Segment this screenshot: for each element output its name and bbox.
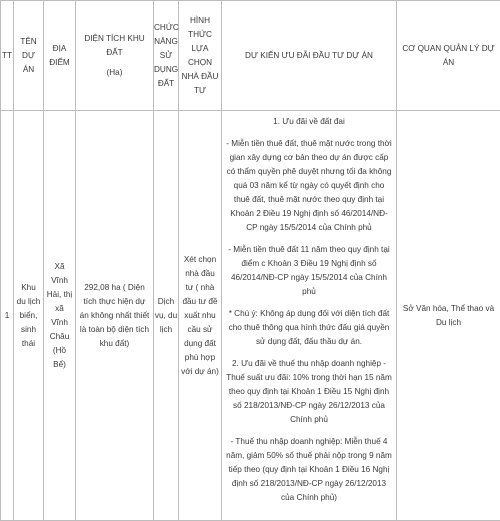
header-location: ĐỊA ĐIỂM <box>44 1 76 111</box>
row-area: 292,08 ha ( Diện tích thực hiện dự án không nhất thiết là toàn bộ diện tích khu đất) <box>76 111 154 521</box>
incentive-paragraph: * Chú ý: Không áp dụng đối với diện tích đất cho thuê thông qua hình thức đấu giá quyền sử dụng đất, đấu thầu dự án. <box>225 307 393 349</box>
incentive-paragraph: 2. Ưu đãi về thuế thu nhập doanh nghiệp - Thuế suất ưu đãi: 10% trong thời hạn 15 năm theo quy định tại Khoản 1 Điều 15 Nghị định số 218/2013/NĐ-CP ngày 26/12/2013 của Chính phủ <box>225 357 393 427</box>
incentive-paragraph: - Thuế thu nhập doanh nghiệp: Miễn thuế 4 năm, giảm 50% số thuế phải nộp trong 9 năm tiếp theo (quy định tại Khoản 1 Điều 16 Nghị định số 218/2013/NĐ-CP ngày 26/12/2013 của Chính phủ) <box>225 435 393 505</box>
header-selection-method: HÌNH THỨC LỰA CHỌN NHÀ ĐẦU TƯ <box>179 1 222 111</box>
header-area-label: DIỆN TÍCH KHU ĐẤT <box>78 32 151 60</box>
table-header-row <box>1 1 500 111</box>
header-managing-agency: CƠ QUAN QUẢN LÝ DỰ ÁN <box>397 1 500 111</box>
row-location: Xã Vĩnh Hải, thị xã Vĩnh Châu (Hồ Bể) <box>44 111 76 521</box>
row-managing-agency: Sở Văn hóa, Thể thao và Du lịch <box>397 111 500 521</box>
row-tt: 1 <box>1 111 14 521</box>
incentive-paragraph: 1. Ưu đãi về đất đai <box>225 115 393 129</box>
incentive-paragraph: - Miễn tiền thuê đất 11 năm theo quy định tại điểm c Khoản 3 Điều 19 Nghị định số 46/2014/NĐ-CP ngày 15/5/2014 của Chính phủ <box>225 243 393 299</box>
row-land-use: Dịch vụ, du lịch <box>154 111 179 521</box>
row-project-name: Khu du lịch biển, sinh thái <box>14 111 44 521</box>
incentive-paragraph: - Miễn tiền thuê đất, thuê mặt nước trong thời gian xây dựng cơ bản theo dự án được cấp có thẩm quyền phê duyệt nhưng tối đa không quá 03 năm kể từ ngày có quyết định cho thuê đất, thuê mặt nước theo quy định tại Khoản 2 Điều 19 Nghị định số 46/2014/NĐ-CP ngày 15/5/2014 của Chính phủ <box>225 137 393 235</box>
header-investment-incentives: DỰ KIẾN ƯU ĐÃI ĐẦU TƯ DỰ ÁN <box>222 1 397 111</box>
row-investment-incentives <box>222 111 397 521</box>
header-project-name: TÊN DỰ ÁN <box>14 1 44 111</box>
header-land-use: CHỨC NĂNG SỬ DỤNG ĐẤT <box>154 1 179 111</box>
table-row <box>1 111 500 521</box>
header-tt: TT <box>1 1 14 111</box>
header-area <box>76 1 154 111</box>
header-area-unit: (Ha) <box>78 66 151 80</box>
row-selection-method: Xét chọn nhà đầu tư ( nhà đầu tư đề xuất nhu cầu sử dụng đất phù hợp với dự án) <box>179 111 222 521</box>
